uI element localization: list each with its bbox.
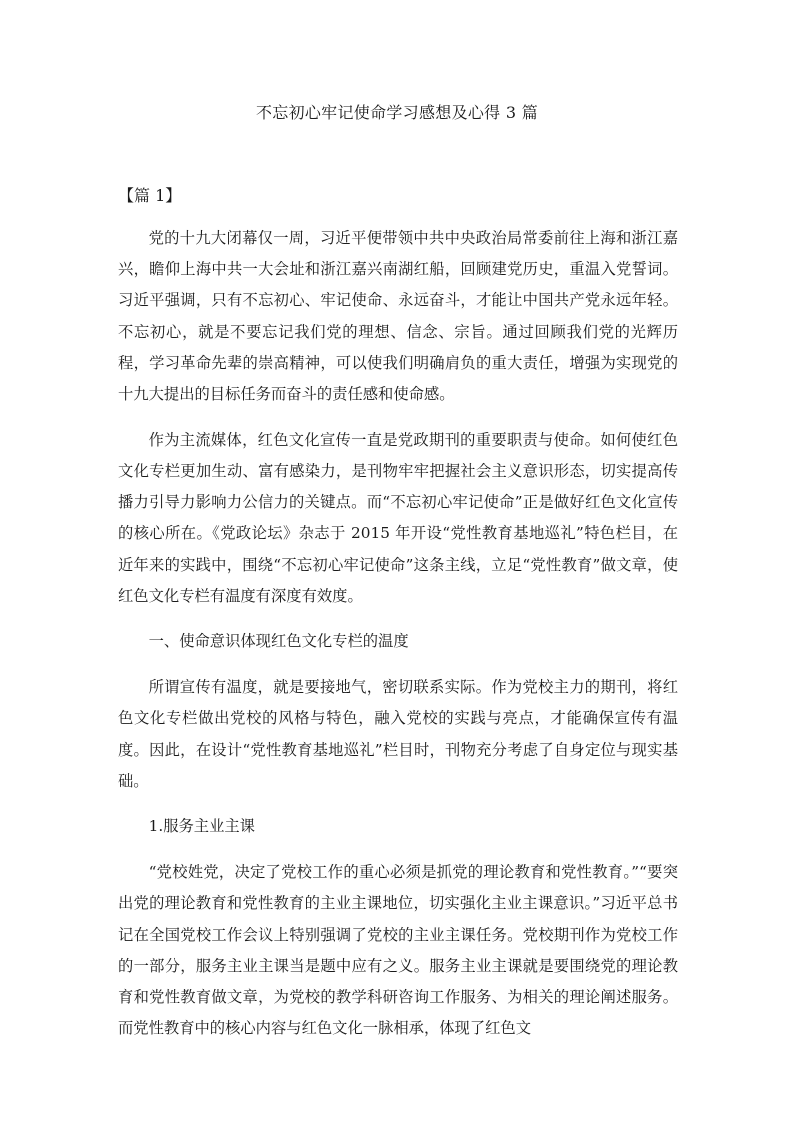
document-body	[118, 223, 678, 1059]
paragraph-intro: 党的十九大闭幕仅一周，习近平便带领中共中央政治局常委前往上海和浙江嘉兴，瞻仰上海中共一大会址和浙江嘉兴南湖红船，回顾建党历史，重温入党誓词。习近平强调，只有不忘初心、牢记使命、永远奋斗，才能让中国共产党永远年轻。不忘初心，就是不要忘记我们党的理想、信念、宗旨。通过回顾我们党的光辉历程，学习革命先辈的崇高精神，可以使我们明确肩负的重大责任，增强为实现党的十九大提出的目标任务而奋斗的责任感和使命感。	[118, 229, 678, 404]
subsection-heading-1: 1.服务主业主课	[148, 817, 255, 836]
section-heading-1: 一、使命意识体现红色文化专栏的温度	[148, 632, 409, 651]
section-marker: 【篇 1】	[118, 186, 182, 205]
document-title: 不忘初心牢记使命学习感想及心得 3 篇	[255, 103, 539, 122]
paragraph-media: 作为主流媒体，红色文化宣传一直是党政期刊的重要职责与使命。如何使红色文化专栏更加生动、富有感染力，是刊物牢牢把握社会主义意识形态，切实提高传播力引导力影响力公信力的关键点。而“不忘初心牢记使命”正是做好红色文化宣传的核心所在。《党政论坛》杂志于 2015 年开设“党性教育基地巡礼”特色栏目，在近年来的实践中，围绕“不忘初心牢记使命”这条主线，立足“党性教育”做文章，使红色文化专栏有温度有深度有效度。	[118, 430, 678, 605]
paragraph-warmth: 所谓宣传有温度，就是要接地气，密切联系实际。作为党校主力的期刊，将红色文化专栏做出党校的风格与特色，融入党校的实践与亮点，才能确保宣传有温度。因此，在设计“党性教育基地巡礼”栏目时，刊物充分考虑了自身定位与现实基础。	[118, 678, 678, 790]
paragraph-main-course: “党校姓党，决定了党校工作的重心必须是抓党的理论教育和党性教育。”“要突出党的理论教育和党性教育的主业主课地位，切实强化主业主课意识。”习近平总书记在全国党校工作会议上特别强调了党校的主业主课任务。党校期刊作为党校工作的一部分，服务主业主课当是题中应有之义。服务主业主课就是要围绕党的理论教育和党性教育做文章，为党校的教学科研咨询工作服务、为相关的理论阐述服务。而党性教育中的核心内容与红色文化一脉相承，体现了红色文	[118, 863, 678, 1038]
